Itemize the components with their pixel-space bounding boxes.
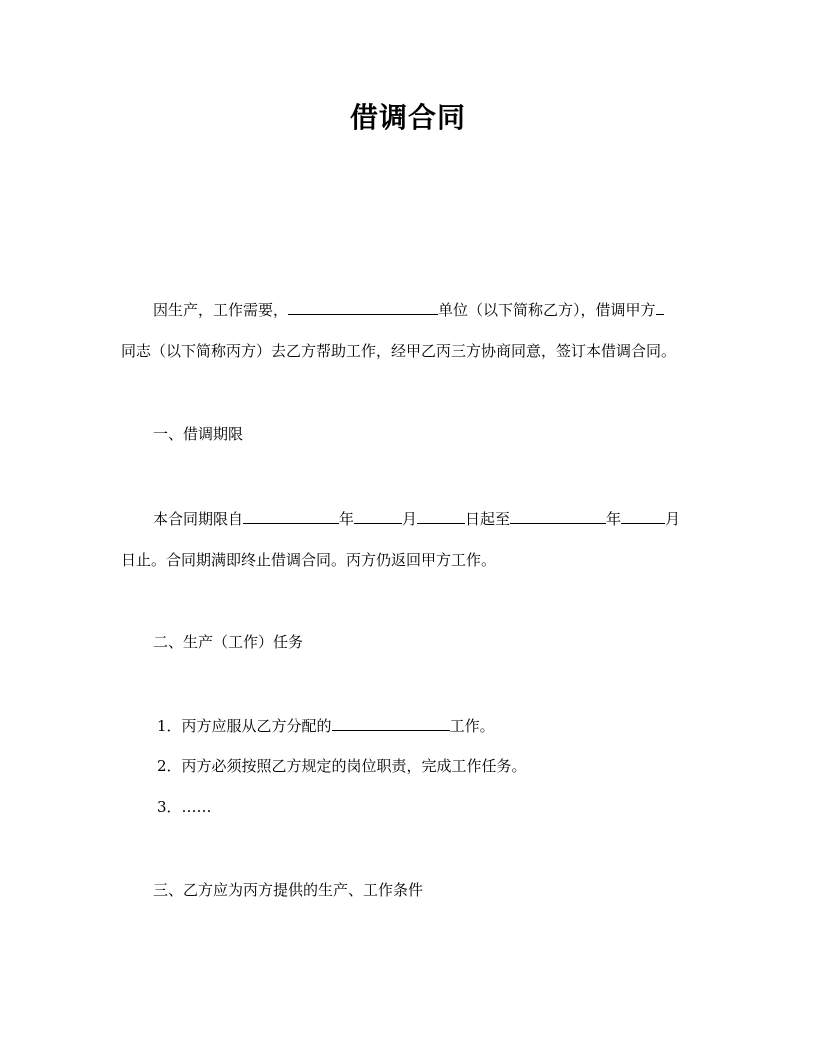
document-title: 借调合同	[349, 101, 466, 134]
start-month-blank[interactable]	[354, 507, 402, 524]
year-label: 年	[339, 510, 355, 528]
task-item-1	[157, 714, 495, 736]
task-num-1: 1．	[157, 717, 182, 735]
year-label-2: 年	[606, 510, 622, 528]
month-label: 月	[402, 510, 418, 528]
task-text-1a: 丙方应服从乙方分配的	[181, 717, 332, 735]
task-text-3: ……	[181, 798, 212, 816]
start-day-blank[interactable]	[417, 507, 465, 524]
start-year-blank[interactable]	[243, 507, 339, 524]
task-text-1b: 工作。	[449, 717, 495, 735]
task-num-3: 3．	[157, 798, 182, 816]
month-label-2: 月	[665, 510, 681, 528]
term-line-1	[153, 507, 680, 529]
section-heading-2: 二、生产（工作）任务	[153, 633, 304, 651]
task-item-3	[157, 797, 212, 817]
task-item-2	[157, 756, 527, 776]
term-text-end: 日止。合同期满即终止借调合同。丙方仍返回甲方工作。	[121, 551, 497, 569]
intro-text-c: 同志（以下简称丙方）去乙方帮助工作，经甲乙丙三方协商同意，签订本借调合同。	[121, 342, 677, 360]
intro-text-b: 单位（以下简称乙方），借调甲方	[438, 301, 656, 319]
intro-text-a: 因生产，工作需要，	[153, 301, 289, 319]
task-num-2: 2．	[157, 757, 182, 775]
intro-line-1	[153, 298, 664, 320]
task-text-2: 丙方必须按照乙方规定的岗位职责，完成工作任务。	[181, 757, 527, 775]
person-blank[interactable]	[656, 298, 664, 315]
end-month-blank[interactable]	[621, 507, 665, 524]
section-heading-3: 三、乙方应为丙方提供的生产、工作条件	[153, 881, 424, 899]
unit-blank[interactable]	[288, 298, 438, 315]
day-from-label: 日起至	[465, 510, 511, 528]
end-year-blank[interactable]	[510, 507, 606, 524]
job-blank[interactable]	[332, 714, 450, 731]
section-heading-1: 一、借调期限	[153, 425, 244, 443]
term-text-start: 本合同期限自	[153, 510, 244, 528]
intro-line-2	[121, 341, 676, 361]
term-line-2	[121, 550, 496, 570]
